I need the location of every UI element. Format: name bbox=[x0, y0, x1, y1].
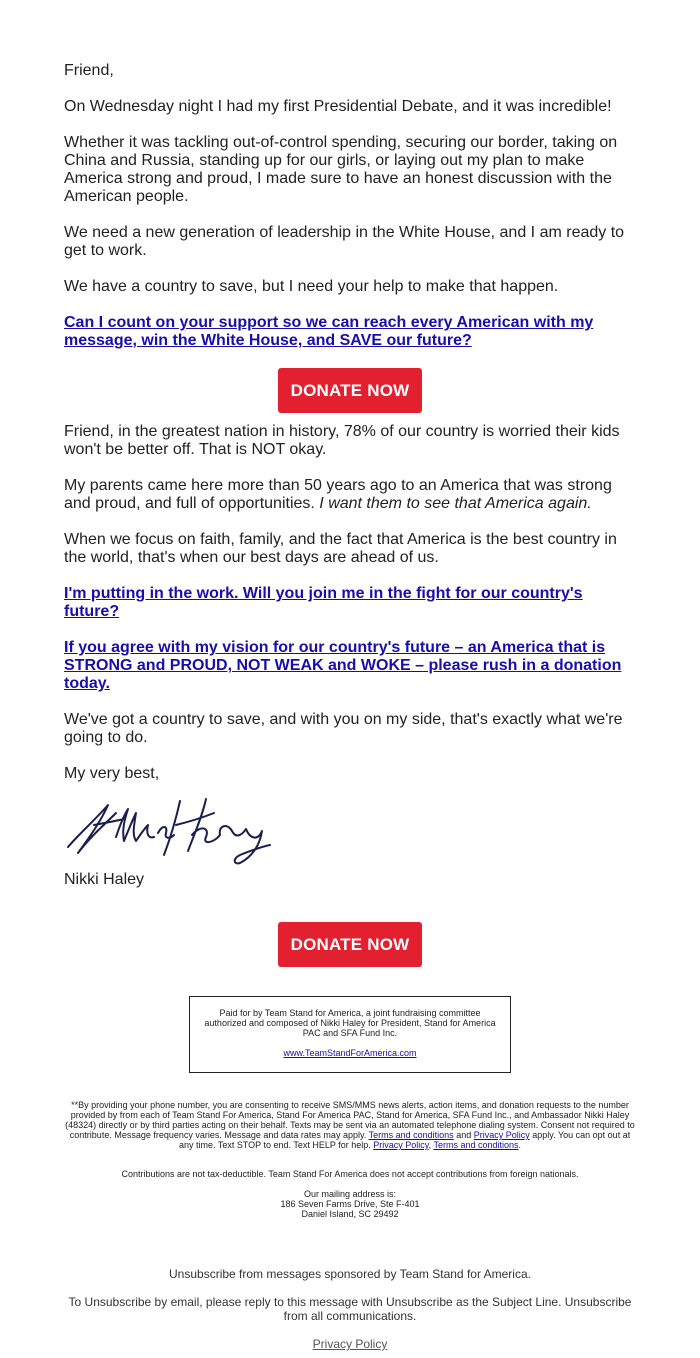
address-line-2: Daniel Island, SC 29492 bbox=[301, 1209, 399, 1219]
donate-now-button[interactable]: DONATE NOW bbox=[278, 368, 422, 413]
unsubscribe-email: To Unsubscribe by email, please reply to this message with Unsubscribe as the Subject Line. Unsubscribe from all communications. bbox=[68, 1295, 632, 1323]
closing: My very best, bbox=[64, 765, 160, 782]
signer-name: Nikki Haley bbox=[64, 871, 145, 888]
email-body bbox=[64, 62, 636, 907]
privacy-link-1[interactable]: Privacy Policy bbox=[473, 1130, 530, 1140]
contributions-note: Contributions are not tax-deductible. Team Stand For America does not accept contributions from foreign nationals. bbox=[121, 1169, 579, 1179]
and-text: and bbox=[456, 1130, 472, 1140]
terms-link-1[interactable]: Terms and conditions bbox=[368, 1130, 454, 1140]
unsubscribe-sponsored: Unsubscribe from messages sponsored by Team Stand for America. bbox=[169, 1267, 531, 1281]
paid-for-text: Paid for by Team Stand for America, a joint fundraising committee authorized and composed of Nikki Haley for President, Stand for America PAC and SFA Fund Inc. bbox=[204, 1008, 496, 1038]
paragraph-debate: On Wednesday night I had my first Presidential Debate, and it was incredible! bbox=[64, 98, 612, 115]
terms-link-2[interactable]: Terms and conditions bbox=[433, 1140, 519, 1150]
sms-text-a: **By providing your phone number, you are consenting to receive SMS/MMS news alerts, action items, and donation requests to the number provided by from each of Team Stand For America, Stand For America PAC, Stand for America, SFA Fund Inc., and Ambassador Nikki Haley (48324) directly or by third parties acting on their behalf. Texts may be sent via an automated telephone dialing system. Consent not required to contribute. Message frequency varies. Message and data rates may apply. bbox=[65, 1100, 635, 1140]
privacy-link-2[interactable]: Privacy Policy bbox=[373, 1140, 429, 1150]
rush-donation-link[interactable]: If you agree with my vision for our country's future – an America that is STRONG and PROUD, NOT WEAK and WOKE – please rush in a donation today. bbox=[64, 639, 622, 692]
signature-image bbox=[64, 795, 274, 875]
paragraph-save: We've got a country to save, and with you on my side, that's exactly what we're going to do. bbox=[64, 711, 623, 746]
sms-disclaimer: **By providing your phone number, you are consenting to receive SMS/MMS news alerts, action items, and donation requests to the number provided by from each of Team Stand For America, Stand For America PAC, Stand for America, SFA Fund Inc., and Ambassador Nikki Haley (48324) directly or by third parties acting on their behalf. Texts may be sent via an automated telephone dialing system. Consent not required to contribute. Message frequency varies. Message and data rates may apply. Terms and conditions and Privacy Policy apply. You can opt out at any time. Text STOP to end. Text HELP for help. Privacy Policy, Terms and conditions. bbox=[65, 1100, 635, 1150]
sms-text-b: apply. You can opt out at any time. Text STOP to end. Text HELP for help. bbox=[178, 1130, 631, 1150]
paragraph-issues: Whether it was tackling out-of-control spending, securing our border, taking on China and Russia, standing up for our girls, or laying out my plan to make America strong and proud, I made sure to have an honest discussion with the American people. bbox=[64, 134, 618, 205]
paid-for-box bbox=[189, 996, 511, 1073]
address-line-1: 186 Seven Farms Drive, Ste F-401 bbox=[280, 1199, 420, 1209]
parents-text: My parents came here more than 50 years ago to an America that was strong and proud, and full of opportunities. bbox=[64, 477, 612, 512]
paragraph-faith: When we focus on faith, family, and the fact that America is the best country in the world, that's when our best days are ahead of us. bbox=[64, 531, 617, 566]
paragraph-help: We have a country to save, but I need your help to make that happen. bbox=[64, 278, 559, 295]
footer-privacy bbox=[64, 1337, 636, 1351]
donate-button-wrap-1 bbox=[0, 368, 700, 413]
donate-now-button-bottom[interactable]: DONATE NOW bbox=[278, 922, 422, 967]
join-fight-link[interactable]: I'm putting in the work. Will you join me in the fight for our country's future? bbox=[64, 585, 583, 620]
team-website-link[interactable]: www.TeamStandForAmerica.com bbox=[283, 1048, 417, 1058]
address-label: Our mailing address is: bbox=[303, 1189, 397, 1199]
parents-italic: I want them to see that America again. bbox=[319, 495, 592, 512]
paragraph-leadership: We need a new generation of leadership in the White House, and I am ready to get to work. bbox=[64, 224, 625, 259]
support-link[interactable]: Can I count on your support so we can reach every American with my message, win the White House, and SAVE our future? bbox=[64, 314, 594, 349]
paragraph-parents bbox=[64, 477, 636, 513]
greeting: Friend, bbox=[64, 62, 114, 79]
privacy-policy-link[interactable]: Privacy Policy bbox=[312, 1337, 388, 1351]
donate-button-wrap-2 bbox=[0, 922, 700, 967]
mailing-address bbox=[64, 1189, 636, 1219]
paragraph-worried: Friend, in the greatest nation in history, 78% of our country is worried their kids won't be better off. That is NOT okay. bbox=[64, 423, 620, 458]
